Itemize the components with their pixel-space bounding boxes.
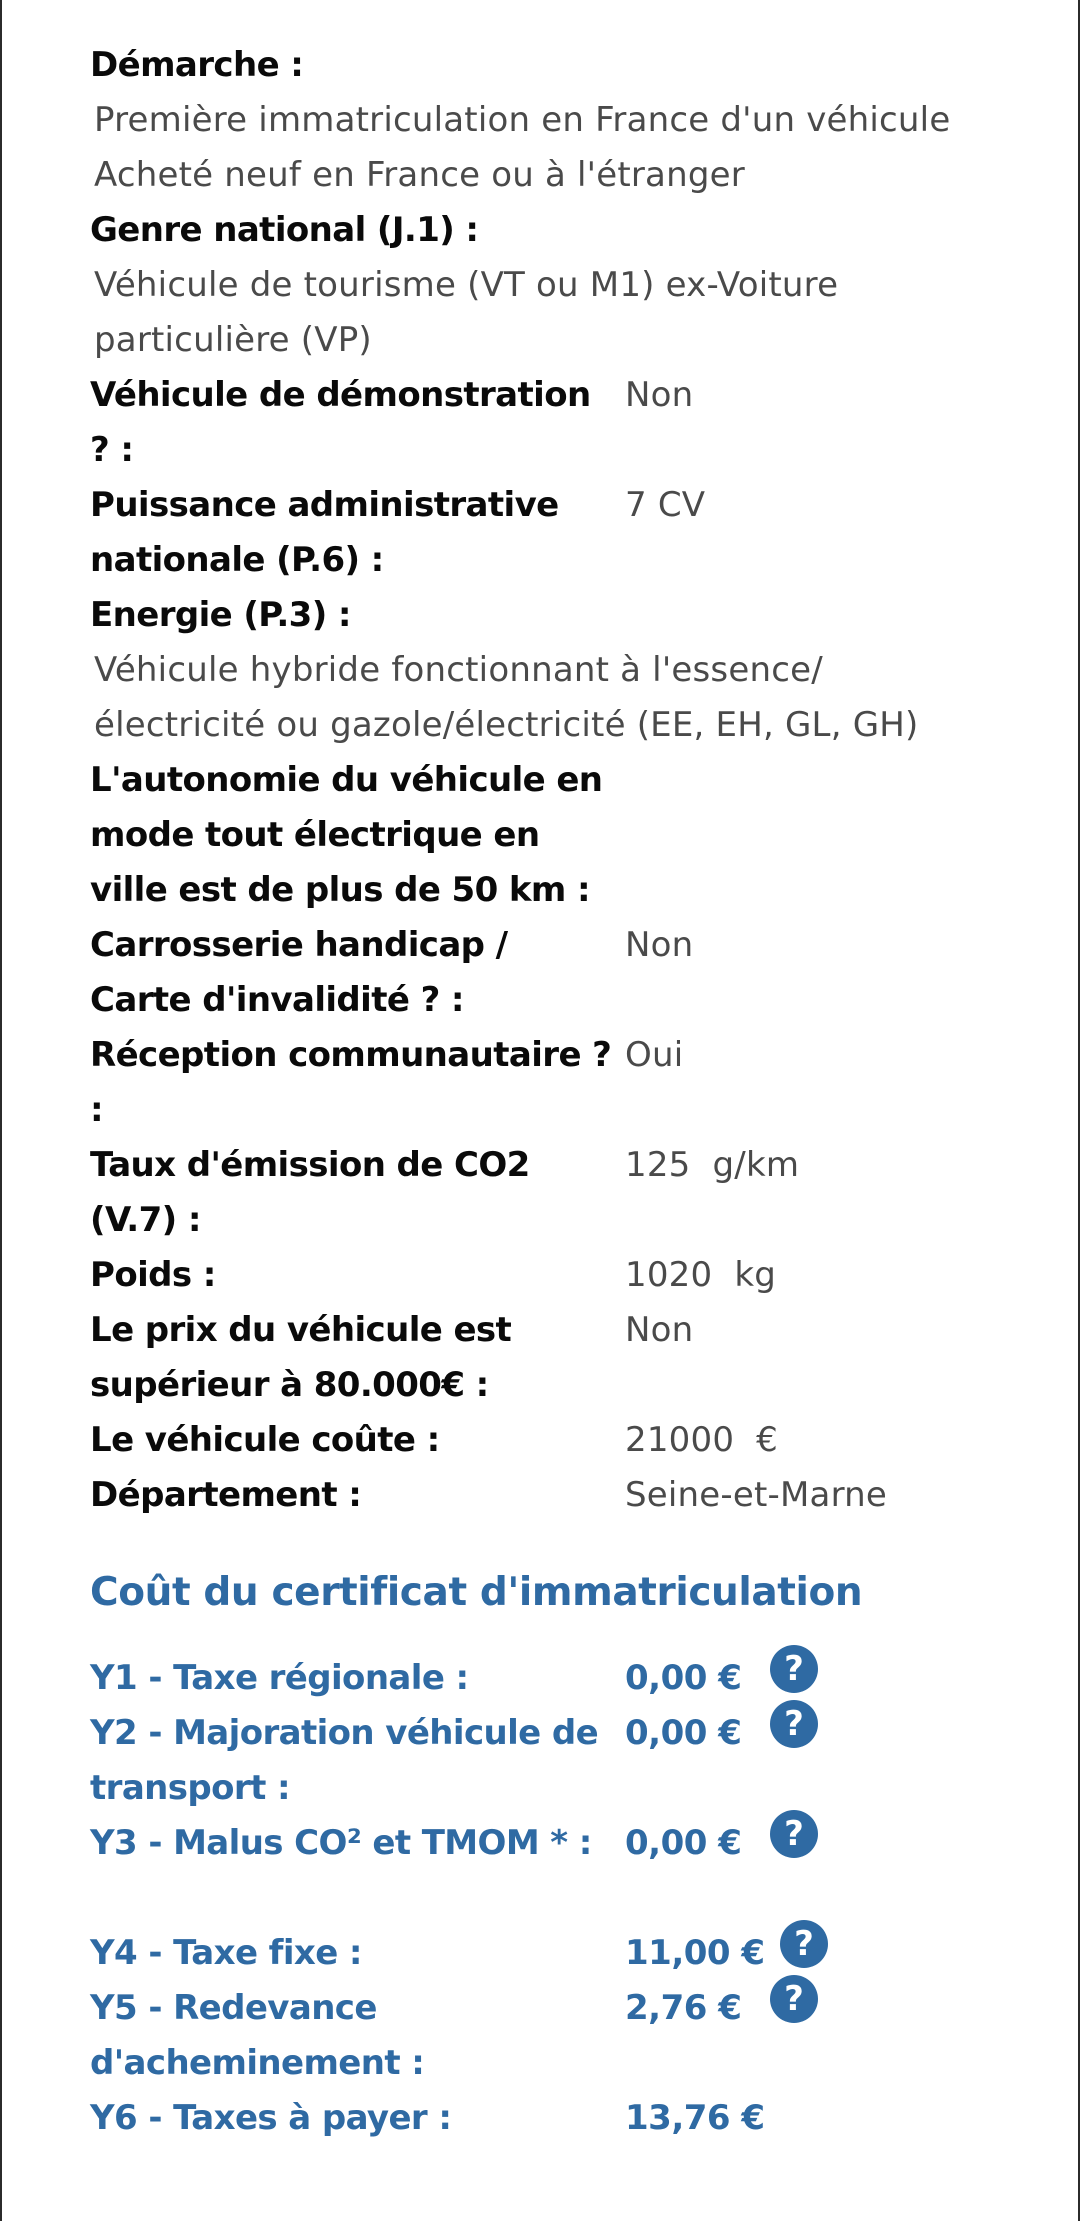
tax-label: Y3 - Malus CO² et TMOM * :: [90, 1823, 592, 1863]
field-label: Démarche :: [90, 45, 304, 85]
field-value: Non: [625, 375, 694, 415]
field-value: 21000 €: [625, 1420, 779, 1460]
tax-label-line: transport :: [90, 1768, 290, 1808]
tax-value: 0,00 €: [625, 1823, 742, 1863]
field-prix-superieur: [90, 1303, 1010, 1413]
field-value: particulière (VP): [94, 320, 372, 360]
field-label: Energie (P.3) :: [90, 595, 351, 635]
field-value: 125 g/km: [625, 1145, 800, 1185]
field-demarche: [90, 38, 1010, 203]
field-value: 1020 kg: [625, 1255, 777, 1295]
field-value: Seine-et-Marne: [625, 1475, 888, 1515]
section-title-certificat: Coût du certificat d'immatriculation: [90, 1570, 863, 1615]
field-departement: [90, 1468, 1010, 1523]
field-cout: [90, 1413, 1010, 1468]
field-label-line: :: [90, 1090, 103, 1130]
field-label-line: (V.7) :: [90, 1200, 201, 1240]
field-label-line: mode tout électrique en: [90, 815, 540, 855]
field-label: Poids :: [90, 1255, 216, 1295]
summary-content: [90, 38, 1010, 2146]
question-circle-icon[interactable]: ?: [770, 1700, 818, 1748]
field-label: Le véhicule coûte :: [90, 1420, 440, 1460]
field-poids: [90, 1248, 1010, 1303]
spacer: [90, 1871, 1010, 1926]
tax-label: [90, 1706, 625, 1816]
tax-row-y4: [90, 1926, 1010, 1981]
field-label: [90, 1138, 625, 1248]
field-label-line: Carrosserie handicap /: [90, 925, 508, 965]
tax-value: 11,00 €: [625, 1933, 765, 1973]
field-label-line: nationale (P.6) :: [90, 540, 384, 580]
field-energie: [90, 588, 1010, 753]
tax-label: Y1 - Taxe régionale :: [90, 1658, 469, 1698]
tax-label-line: Y2 - Majoration véhicule de: [90, 1713, 599, 1753]
field-label: Département :: [90, 1475, 362, 1515]
field-handicap: [90, 918, 1010, 1028]
field-label-line: Puissance administrative: [90, 485, 559, 525]
window-border-left: [0, 0, 2, 2221]
tax-label-line: Y5 - Redevance: [90, 1988, 377, 2028]
question-circle-icon[interactable]: ?: [780, 1920, 828, 1968]
field-value: Véhicule hybride fonctionnant à l'essence/: [94, 650, 823, 690]
field-value: Acheté neuf en France ou à l'étranger: [94, 155, 745, 195]
question-circle-icon[interactable]: ?: [770, 1975, 818, 2023]
field-label-line: supérieur à 80.000€ :: [90, 1365, 489, 1405]
field-label-line: ville est de plus de 50 km :: [90, 870, 590, 910]
tax-row-y6: [90, 2091, 1010, 2146]
field-label: Genre national (J.1) :: [90, 210, 479, 250]
tax-row-y3: [90, 1816, 1010, 1871]
field-label: [90, 1303, 625, 1413]
field-demonstration: [90, 368, 1010, 478]
field-value: électricité ou gazole/électricité (EE, EH, GL, GH): [94, 705, 919, 745]
field-label-line: L'autonomie du véhicule en: [90, 760, 603, 800]
field-reception: [90, 1028, 1010, 1138]
tax-label: Y4 - Taxe fixe :: [90, 1933, 362, 1973]
field-label-line: Carte d'invalidité ? :: [90, 980, 464, 1020]
field-value: Première immatriculation en France d'un véhicule: [94, 100, 951, 140]
tax-row-y2: [90, 1706, 1010, 1816]
tax-row-y1: [90, 1651, 1010, 1706]
field-label: [90, 368, 625, 478]
tax-total-value: 13,76 €: [625, 2098, 765, 2138]
question-circle-icon[interactable]: ?: [770, 1810, 818, 1858]
tax-label-line: d'acheminement :: [90, 2043, 425, 2083]
field-label-line: Taux d'émission de CO2: [90, 1145, 530, 1185]
field-genre-national: [90, 203, 1010, 368]
field-label: [90, 1028, 625, 1138]
tax-row-y5: [90, 1981, 1010, 2091]
field-label-line: Véhicule de démonstration: [90, 375, 591, 415]
tax-value: 0,00 €: [625, 1658, 742, 1698]
field-label-line: ? :: [90, 430, 134, 470]
field-label-line: Réception communautaire ?: [90, 1035, 612, 1075]
tax-label: [90, 1981, 625, 2091]
field-autonomie: [90, 753, 1010, 918]
field-value: Véhicule de tourisme (VT ou M1) ex-Voiture: [94, 265, 839, 305]
field-value: Non: [625, 925, 694, 965]
field-co2: [90, 1138, 1010, 1248]
field-value: Oui: [625, 1035, 684, 1075]
tax-value: 0,00 €: [625, 1713, 742, 1753]
field-label: [90, 918, 625, 1028]
tax-value: 2,76 €: [625, 1988, 742, 2028]
field-value: Non: [625, 1310, 694, 1350]
field-puissance: [90, 478, 1010, 588]
field-label: [90, 478, 625, 588]
field-value: 7 CV: [625, 485, 706, 525]
field-label-line: Le prix du véhicule est: [90, 1310, 512, 1350]
tax-label: Y6 - Taxes à payer :: [90, 2098, 452, 2138]
question-circle-icon[interactable]: ?: [770, 1645, 818, 1693]
